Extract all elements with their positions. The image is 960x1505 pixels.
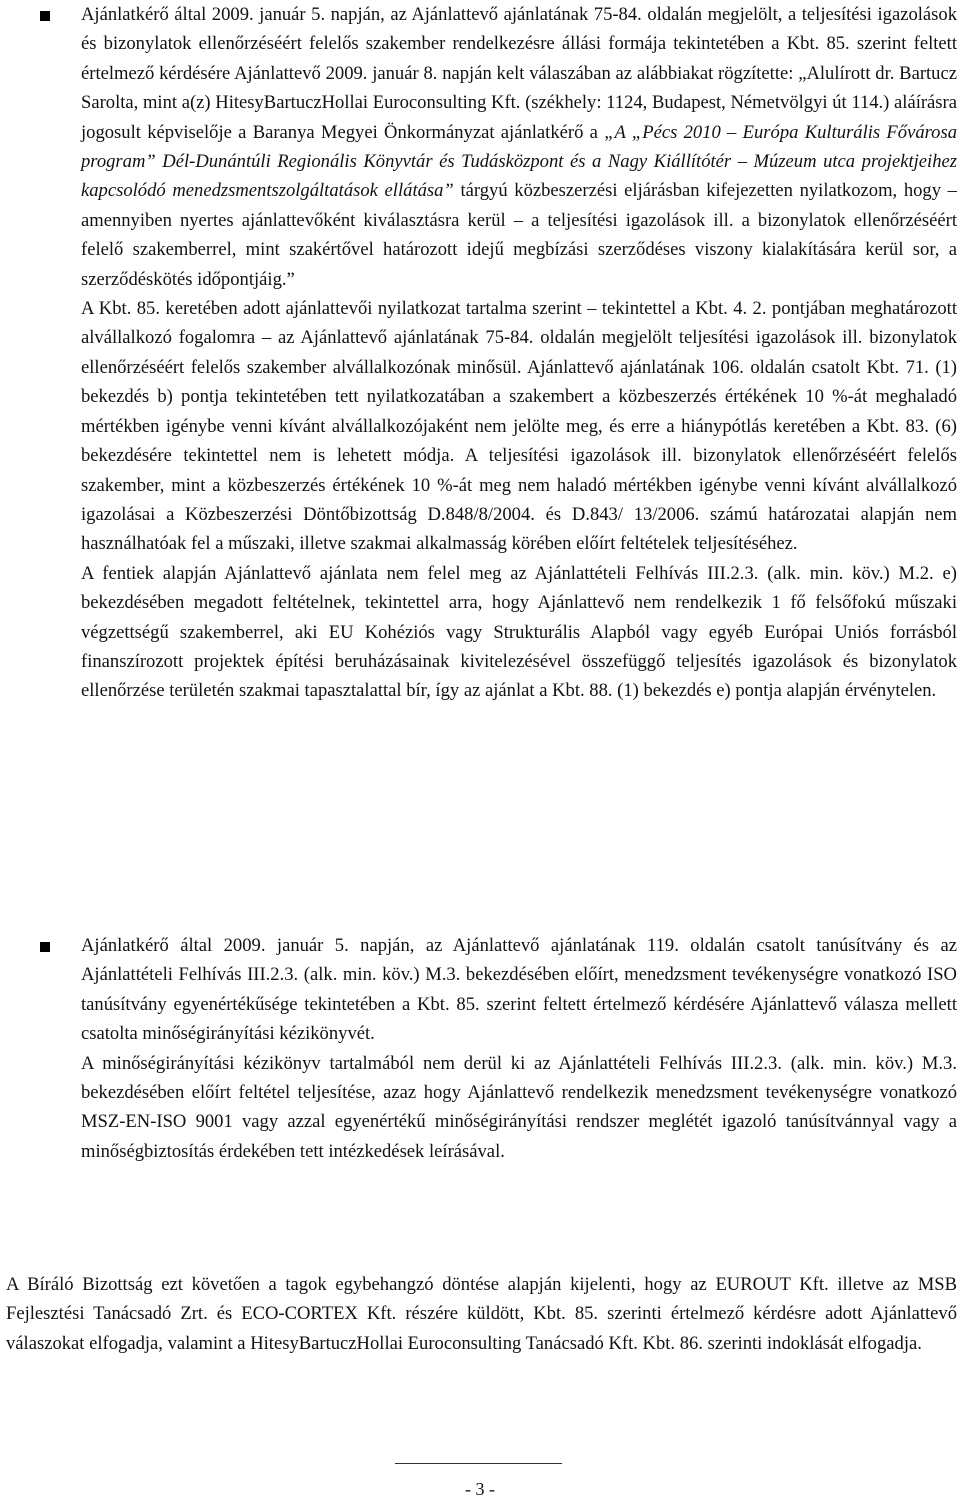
section-1-paragraph-1: Ajánlatkérő által 2009. január 5. napján, az Ajánlattevő ajánlatának 75-84. oldalán megjelölt, a teljesítési igazolások és bizonylatok ellenőrzéséért felelős szakember rendelkezésre állási formája tekintetében a Kbt. 85. szerint feltett értelmező kérdésére Ajánlattevő 2009. január 8. napján kelt válaszában az alábbiakat rögzítette: „Alulírott dr. Bartucz Sarolta, mint a(z) HitesyBartuczHollai Euroconsulting Kft. (székhely: 1124, Budapest, Németvölgyi út 114.) aláírásra jogosult képviselője a Baranya Megyei Önkormányzat ajánlatkérő a „A „Pécs 2010 – Európa Kulturális Fővárosa program” Dél-Dunántúli Regionális Könyvtár és Tudásközpont és a Nagy Kiállítótér – Múzeum utca projektjeihez kapcsolódó menedzsmentszolgáltatások ellátása” tárgyú közbeszerzési eljárásban kifejezetten nyilatkozom, hogy – amennyiben nyertes ajánlattevőként kiválasztásra kerül – a teljesítési igazolások ill. a bizonylatok ellenőrzéséért felelő szakemberrel, mint szakértővel határozott idejű megbízási szerződéses viszony kialakítására kerül sor, a szerződéskötés időpontjáig.”: [81, 4, 957, 290]
section-1-paragraph-3: A fentiek alapján Ajánlattevő ajánlata nem felel meg az Ajánlattételi Felhívás III.2.3. (alk. min. köv.) M.2. e) bekezdésében megadott feltételnek, tekintettel arra, hogy Ajánlattevő nem rendelkezik 1 fő felsőfokú műszaki végzettségű szakemberrel, aki EU Kohéziós vagy Strukturális Alapból vagy egyéb Európai Uniós forrásból finanszírozott projektek építési beruházásainak kivitelezésével összefüggő teljesítés igazolások és bizonylatok ellenőrzése területén szakmai tapasztalattal bír, így az ajánlat a Kbt. 88. (1) bekezdés e) pontja alapján érvénytelen.: [81, 562, 957, 702]
footer-divider: [395, 1463, 562, 1464]
section-2-paragraph-1: Ajánlatkérő által 2009. január 5. napján, az Ajánlattevő ajánlatának 119. oldalán csatolt tanúsítvány és az Ajánlattételi Felhívás III.2.3. (alk. min. köv.) M.3. bekezdésében előírt, menedzsment tevékenységre vonatkozó ISO tanúsítvány egyenértékűsége tekintetében a Kbt. 85. szerint feltett értelmező kérdésére Ajánlattevő válasza mellett csatolta minőségirányítási kézikönyvét.: [81, 935, 957, 1045]
section-1: [81, 0, 957, 706]
bullet-square-icon: [40, 942, 50, 952]
section-2-paragraph-2: A minőségirányítási kézikönyv tartalmából nem derül ki az Ajánlattételi Felhívás III.2.3. (alk. min. köv.) M.3. bekezdésében előírt feltétel teljesítése, azaz hogy Ajánlattevő rendelkezik menedzsment tevékenységre vonatkozó MSZ-EN-ISO 9001 vagy azzal egyenértékű minőségirányítási rendszer meglétét igazoló tanúsítvánnyal vagy a minőségbiztosítás érdekében tett intézkedések leírásával.: [81, 1052, 957, 1162]
section-2: [81, 931, 957, 1166]
page-number: - 3 -: [465, 1479, 495, 1499]
bullet-square-icon: [40, 11, 50, 21]
closing-paragraph: A Bíráló Bizottság ezt követően a tagok egybehangzó döntése alapján kijelenti, hogy az EUROUT Kft. illetve az MSB Fejlesztési Tanácsadó Zrt. és ECO-CORTEX Kft. részére küldött, Kbt. 85. szerinti értelmező kérdésre adott Ajánlattevő válaszokat elfogadja, valamint a HitesyBartuczHollai Euroconsulting Tanácsadó Kft. Kbt. 86. szerinti indoklását elfogadja.: [6, 1274, 957, 1354]
section-1-paragraph-2: A Kbt. 85. keretében adott ajánlattevői nyilatkozat tartalma szerint – tekintettel a Kbt. 4. 2. pontjában meghatározott alvállalkozó fogalomra – az Ajánlattevő ajánlatának 75-84. oldalán megjelölt teljesítési igazolások ill. bizonylatok ellenőrzéséért felelős szakember alvállalkozónak minősül. Ajánlattevő ajánlatának 106. oldalán csatolt Kbt. 71. (1) bekezdés b) pontja tekintetében tett nyilatkozatában a szakembert a közbeszerzés értékének 10 %-át meghaladó mértékben igénybe venni kívánt alvállalkozójaként nem jelölte meg, és erre a hiánypótlás keretében a Kbt. 83. (6) bekezdésére tekintettel nem is lehetett módja. A teljesítési igazolások ill. bizonylatok ellenőrzéséért felelős szakember, mint a közbeszerzés értékének 10 %-át meg nem haladó mértékben igénybe venni kívánt alvállalkozó igazolásai a Közbeszerzési Döntőbizottság D.848/8/2004. és D.843/ 13/2006. számú határozatai alapján nem használhatóak fel a műszaki, illetve szakmai alkalmasság körében előírt feltételek teljesítéséhez.: [81, 298, 957, 555]
closing-statement: [6, 1270, 957, 1358]
